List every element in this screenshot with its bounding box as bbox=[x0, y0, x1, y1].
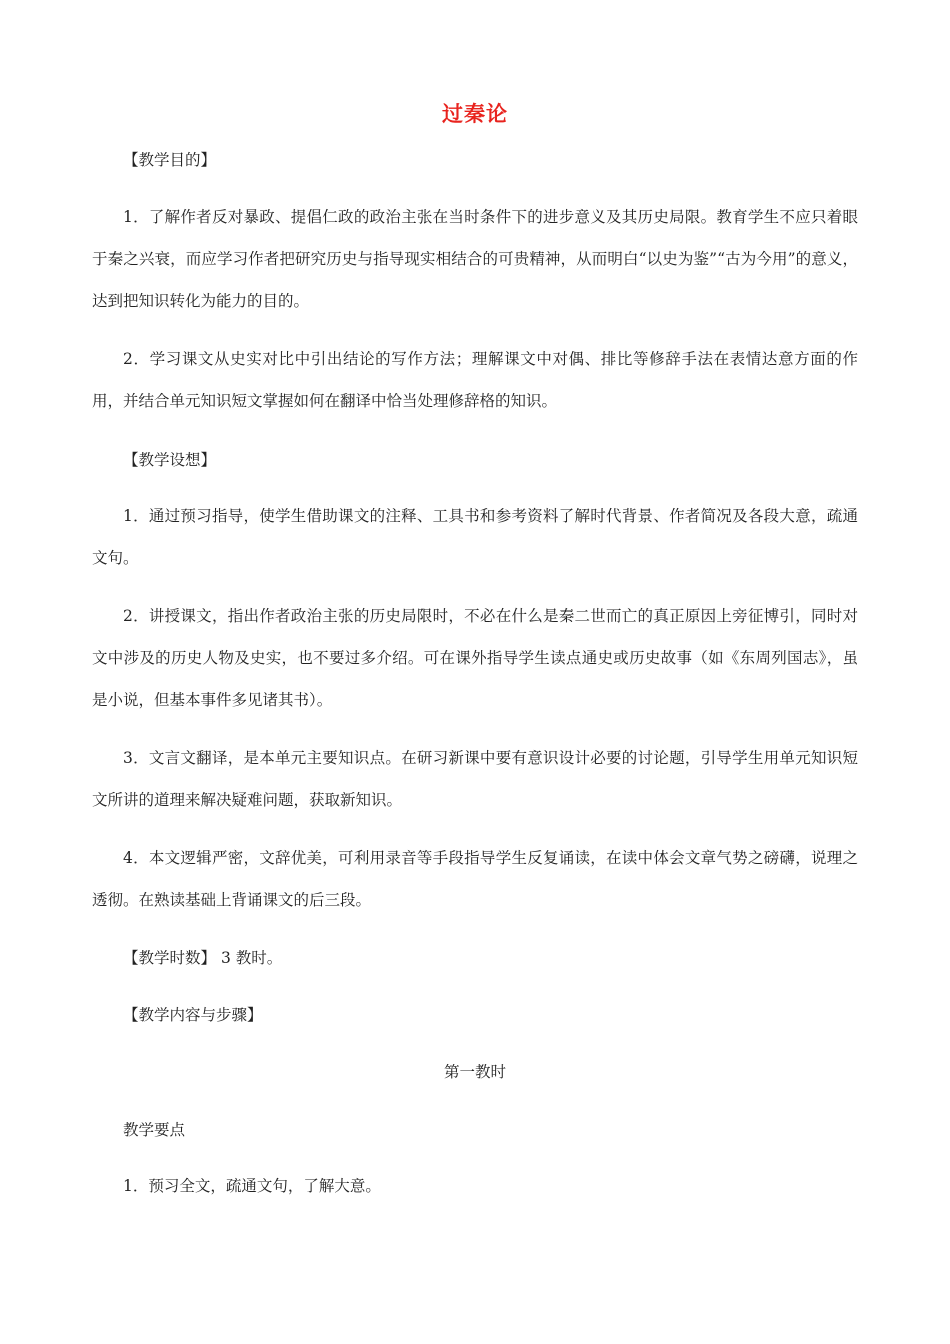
points-heading: 教学要点 bbox=[123, 1121, 186, 1139]
aims-item-1-block bbox=[92, 196, 858, 322]
points-item-1: 1．预习全文，疏通文句，了解大意。 bbox=[123, 1177, 381, 1195]
ideas-item-3-block bbox=[92, 737, 858, 821]
ideas-item-3: 3．文言文翻译，是本单元主要知识点。在研习新课中要有意识设计必要的讨论题，引导学生用单元知识短文所讲的道理来解决疑难问题，获取新知识。 bbox=[92, 749, 858, 809]
section-heading-content: 【教学内容与步骤】 bbox=[123, 1006, 263, 1024]
points-heading-block bbox=[92, 1109, 858, 1151]
lesson-title: 第一教时 bbox=[443, 1063, 506, 1081]
content-heading-block bbox=[92, 994, 858, 1036]
aims-item-1: 1．了解作者反对暴政、提倡仁政的政治主张在当时条件下的进步意义及其历史局限。教育学生不应只着眼于秦之兴衰，而应学习作者把研究历史与指导现实相结合的可贵精神，从而明白“以史为鉴”“古为今用”的意义，达到把知识转化为能力的目的。 bbox=[92, 208, 858, 310]
ideas-item-4: 4．本文逻辑严密，文辞优美，可利用录音等手段指导学生反复诵读，在读中体会文章气势之磅礴，说理之透彻。在熟读基础上背诵课文的后三段。 bbox=[92, 849, 858, 909]
lesson-title-block bbox=[92, 1051, 858, 1093]
points-item-1-block bbox=[92, 1165, 858, 1207]
aims-heading-block bbox=[92, 139, 858, 181]
aims-item-2-block bbox=[92, 338, 858, 422]
section-hours bbox=[92, 937, 858, 979]
ideas-item-2-block bbox=[92, 595, 858, 721]
section-heading-aims: 【教学目的】 bbox=[123, 151, 217, 169]
ideas-item-4-block bbox=[92, 837, 858, 921]
hours-value: 3 教时。 bbox=[220, 949, 283, 967]
section-heading-hours: 【教学时数】 bbox=[123, 949, 217, 967]
hours-block bbox=[92, 937, 858, 979]
section-heading-ideas: 【教学设想】 bbox=[123, 451, 217, 469]
ideas-item-2: 2．讲授课文，指出作者政治主张的历史局限时，不必在什么是秦二世而亡的真正原因上旁征博引，同时对文中涉及的历史人物及史实，也不要过多介绍。可在课外指导学生读点通史或历史故事（如《东周列国志》，虽是小说，但基本事件多见诸其书）。 bbox=[92, 607, 858, 709]
ideas-item-1: 1．通过预习指导，使学生借助课文的注释、工具书和参考资料了解时代背景、作者简况及各段大意，疏通文句。 bbox=[92, 507, 858, 567]
document-title: 过秦论 bbox=[442, 102, 508, 126]
aims-item-2: 2．学习课文从史实对比中引出结论的写作方法；理解课文中对偶、排比等修辞手法在表情达意方面的作用，并结合单元知识短文掌握如何在翻译中恰当处理修辞格的知识。 bbox=[92, 350, 858, 410]
ideas-item-1-block bbox=[92, 495, 858, 579]
ideas-heading-block bbox=[92, 439, 858, 481]
